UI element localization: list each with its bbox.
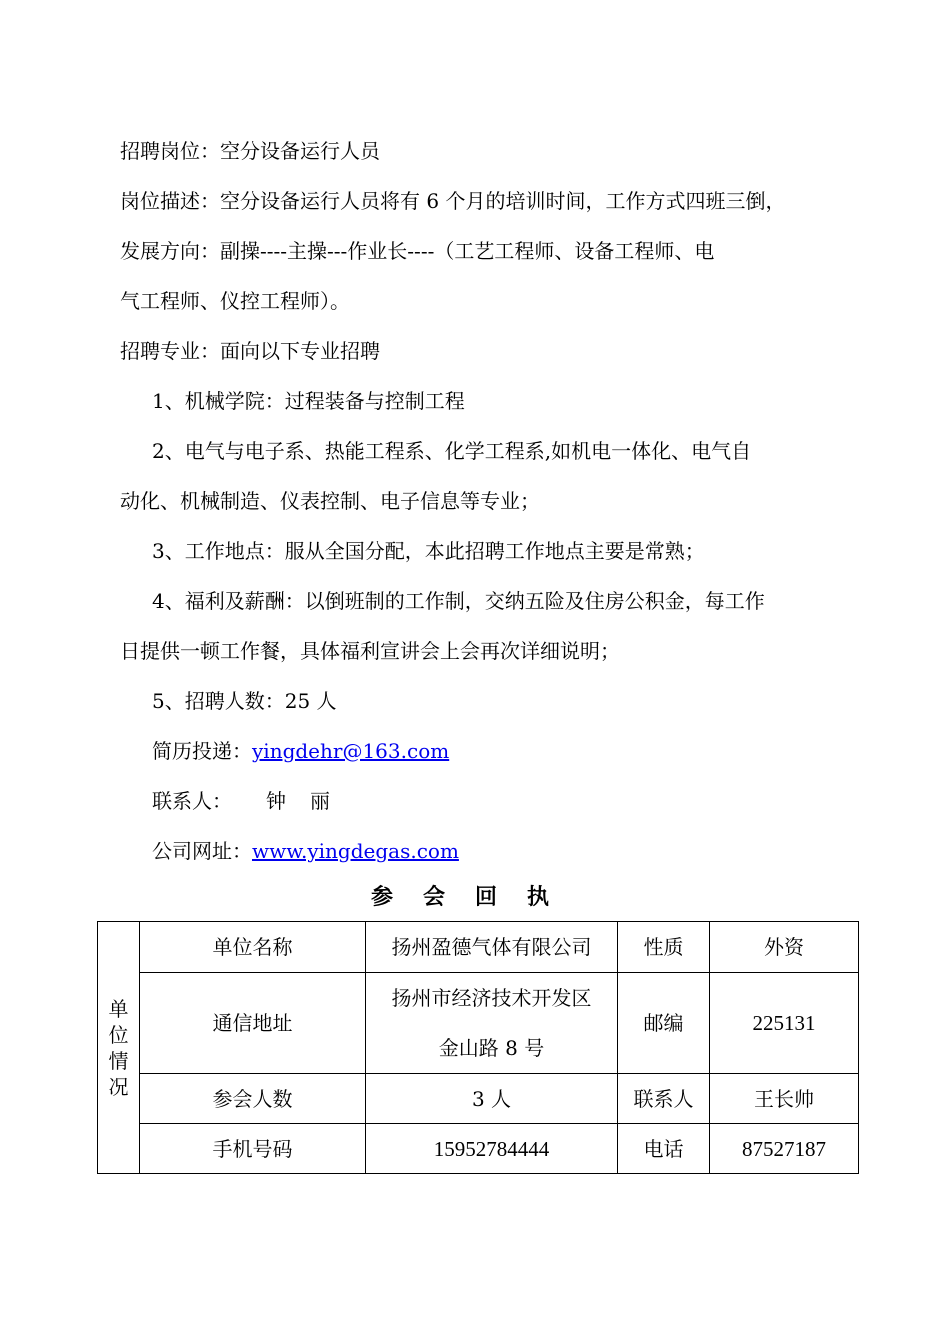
- side-char: 位: [108, 1022, 129, 1047]
- attendees-label: 参会人数: [140, 1074, 366, 1124]
- list-item-4-line-1: 4、福利及薪酬：以倒班制的工作制，交纳五险及住房公积金，每工作: [152, 589, 765, 613]
- website-link[interactable]: www.yingdegas.com: [252, 839, 459, 863]
- table-row: [98, 1074, 859, 1124]
- attendees-value: 3 人: [366, 1074, 618, 1124]
- contact-person-label: 联系人：: [152, 789, 232, 813]
- unit-name-label: 单位名称: [140, 922, 366, 973]
- description-line-3: 气工程师、仪控工程师）。: [120, 289, 350, 313]
- resume-line: [152, 738, 882, 764]
- mobile-label: 手机号码: [140, 1124, 366, 1174]
- address-value: [366, 973, 618, 1074]
- contact-person-char-1: 钟: [266, 789, 286, 813]
- website-label: 公司网址：: [152, 839, 252, 863]
- description-line-1: 岗位描述：空分设备运行人员将有 6 个月的培训时间，工作方式四班三倒，: [120, 189, 786, 213]
- position-line: 招聘岗位：空分设备运行人员: [120, 139, 380, 163]
- list-item-2-line-2: 动化、机械制造、仪表控制、电子信息等专业；: [120, 489, 540, 513]
- phone-label: 电话: [618, 1124, 710, 1174]
- nature-value: 外资: [710, 922, 859, 973]
- unit-info-side-cell: [98, 922, 140, 1174]
- side-char: 单: [108, 996, 129, 1021]
- address-line-1: 扬州市经济技术开发区: [391, 986, 592, 1010]
- resume-email-link[interactable]: yingdehr@163.com: [252, 739, 450, 763]
- resume-label: 简历投递：: [152, 739, 252, 763]
- receipt-contact-label: 联系人: [618, 1074, 710, 1124]
- contact-person-char-2: 丽: [310, 789, 330, 813]
- list-item-4-line-2: 日提供一顿工作餐，具体福利宣讲会上会再次详细说明；: [120, 639, 620, 663]
- mobile-value: 15952784444: [366, 1124, 618, 1174]
- address-label: 通信地址: [140, 973, 366, 1074]
- receipt-contact-value: 王长帅: [710, 1074, 859, 1124]
- unit-name-value: 扬州盈德气体有限公司: [366, 922, 618, 973]
- address-line-2: 金山路 8 号: [438, 1036, 545, 1060]
- table-row: [98, 922, 859, 973]
- list-item-1: 1、机械学院：过程装备与控制工程: [152, 389, 465, 413]
- side-char: 况: [108, 1074, 129, 1099]
- postcode-value: 225131: [710, 973, 859, 1074]
- postcode-label: 邮编: [618, 973, 710, 1074]
- description-line-2: 发展方向：副操----主操---作业长----（工艺工程师、设备工程师、电: [120, 239, 715, 263]
- contact-person-line: [152, 788, 882, 814]
- majors-line: 招聘专业：面向以下专业招聘: [120, 339, 380, 363]
- receipt-title: 参会回执: [370, 884, 579, 910]
- list-item-3: 3、工作地点：服从全国分配，本此招聘工作地点主要是常熟；: [152, 539, 705, 563]
- receipt-table: [97, 921, 859, 1174]
- website-line: [152, 838, 882, 864]
- side-char: 情: [108, 1048, 129, 1073]
- nature-label: 性质: [618, 922, 710, 973]
- list-item-2-line-1: 2、电气与电子系、热能工程系、化学工程系,如机电一体化、电气自: [152, 439, 752, 463]
- table-row: [98, 973, 859, 1074]
- table-row: [98, 1124, 859, 1174]
- phone-value: 87527187: [710, 1124, 859, 1174]
- list-item-5: 5、招聘人数：25 人: [152, 689, 337, 713]
